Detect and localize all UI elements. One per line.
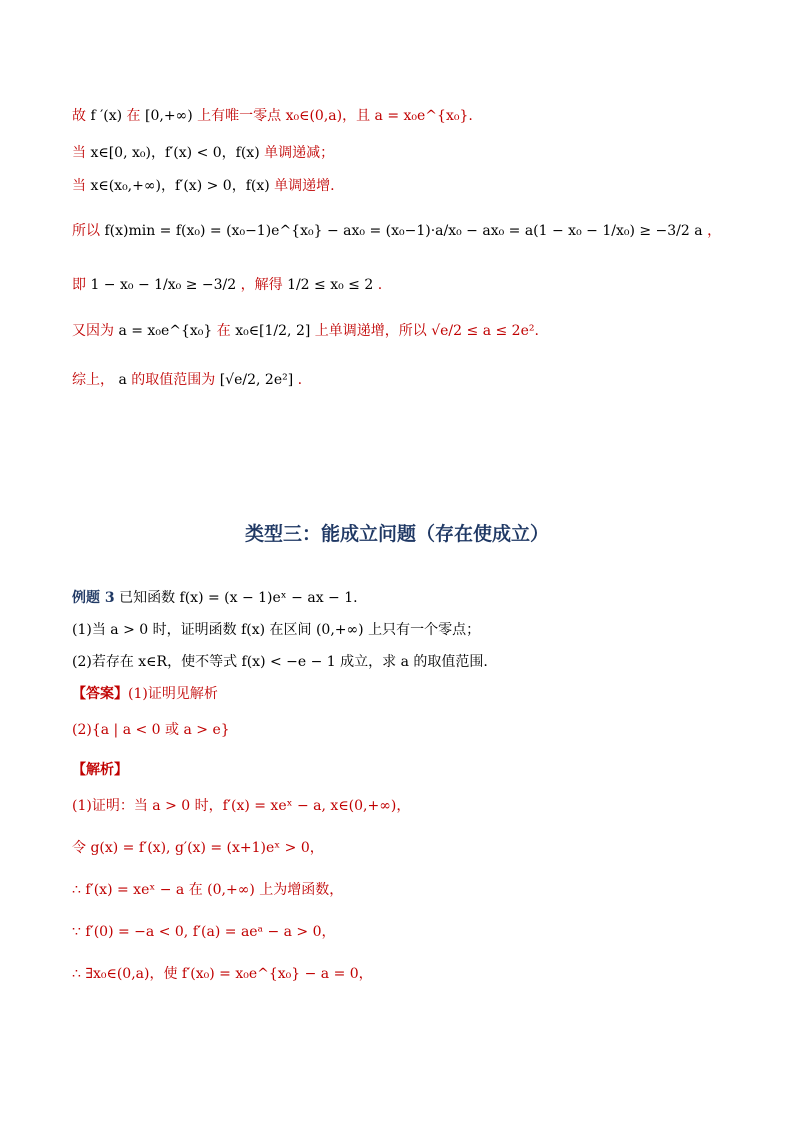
answer-2: (2){a | a < 0 或 a > e} bbox=[72, 722, 230, 738]
answer-label: 【答案】 bbox=[72, 686, 128, 702]
text-line-3: 当 x∈(x₀,+∞)，f′(x) > 0，f(x) 单调递增. bbox=[72, 178, 335, 194]
text-line-7: 综上， a 的取值范围为 [√e/2, 2e²] . bbox=[72, 372, 303, 388]
example-label: 例题 3 bbox=[72, 590, 115, 606]
analysis-step-2: 令 g(x) = f′(x), g′(x) = (x+1)eˣ > 0， bbox=[72, 840, 324, 856]
question-1: (1)当 a > 0 时，证明函数 f(x) 在区间 (0,+∞) 上只有一个零点； bbox=[72, 622, 481, 638]
example-statement bbox=[72, 588, 358, 608]
text-line-5: 即 1 − x₀ − 1/x₀ ≥ −3/2 ，解得 1/2 ≤ x₀ ≤ 2 . bbox=[72, 277, 383, 293]
text-line-4: 所以 f(x)min = f(x₀) = (x₀−1)e^{x₀} − ax₀ = (x₀−1)·a/x₀ − ax₀ = a(1 − x₀ − 1/x₀) ≥ −3/2 a ， bbox=[72, 223, 722, 239]
analysis-step-5: ∴ ∃x₀∈(0,a)，使 f′(x₀) = x₀e^{x₀} − a = 0， bbox=[72, 966, 373, 982]
text-line-1: 故 f ′(x) 在 [0,+∞) 上有唯一零点 x₀∈(0,a)，且 a = x₀e^{x₀}. bbox=[72, 108, 473, 124]
analysis-step-4: ∵ f′(0) = −a < 0, f′(a) = aeᵃ − a > 0， bbox=[72, 924, 336, 940]
answer-1: (1)证明见解析 bbox=[128, 686, 218, 702]
answer-line-1 bbox=[72, 684, 218, 704]
section-heading: 类型三：能成立问题（存在使成立） bbox=[244, 523, 549, 545]
analysis-label: 【解析】 bbox=[72, 762, 128, 778]
question-2: (2)若存在 x∈R，使不等式 f(x) < −e − 1 成立，求 a 的取值范围. bbox=[72, 654, 488, 670]
text-line-2: 当 x∈[0, x₀)，f′(x) < 0，f(x) 单调递减； bbox=[72, 145, 335, 161]
text-line-6: 又因为 a = x₀e^{x₀} 在 x₀∈[1/2, 2] 上单调递增，所以 √e/2 ≤ a ≤ 2e². bbox=[72, 323, 539, 339]
analysis-step-1: (1)证明：当 a > 0 时，f′(x) = xeˣ − a, x∈(0,+∞)， bbox=[72, 798, 411, 814]
analysis-step-3: ∴ f′(x) = xeˣ − a 在 (0,+∞) 上为增函数， bbox=[72, 882, 344, 898]
example-text: 已知函数 f(x) = (x − 1)eˣ − ax − 1. bbox=[119, 590, 358, 606]
